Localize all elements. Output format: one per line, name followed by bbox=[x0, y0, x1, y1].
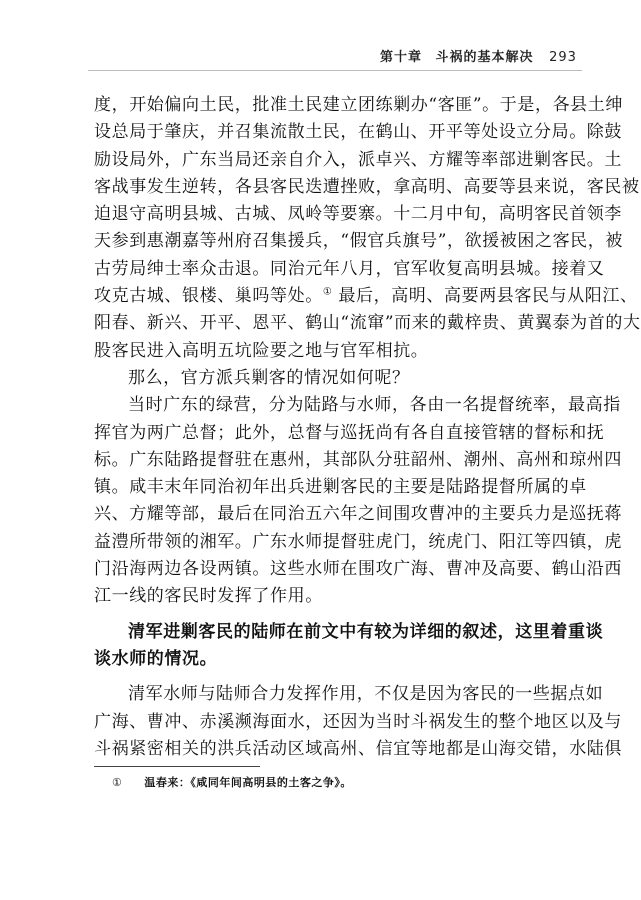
text-line: 镇。咸丰末年同治初年出兵进剿客民的主要是陆路提督所属的卓 bbox=[94, 477, 587, 498]
text-line-with-footnote bbox=[94, 283, 638, 310]
text-line: 那么，官方派兵剿客的情况如何呢？ bbox=[128, 367, 410, 388]
paragraph-gap bbox=[94, 673, 588, 681]
text-line: 迫退守高明县城、古城、凤岭等要寨。十二月中旬，高明客民首领李 bbox=[94, 204, 622, 225]
text-segment: 最后，高明、高要两县客民与从阳江、 bbox=[332, 286, 638, 307]
text-line: 清军进剿客民的陆师在前文中有较为详细的叙述，这里着重谈 bbox=[128, 621, 604, 642]
section-title: 斗祸的基本解决 bbox=[435, 50, 534, 65]
page-number: 293 bbox=[549, 50, 577, 65]
text-line: 客战事发生逆转，各县客民迭遭挫败，拿高明、高要等县来说，客民被 bbox=[94, 176, 640, 197]
footnote-rule bbox=[94, 766, 260, 767]
footnote-text: 温春来：《咸同年间高明县的土客之争》。 bbox=[144, 776, 352, 789]
text-line: 江一线的客民时发挥了作用。 bbox=[94, 586, 323, 607]
footnote-reference: ① bbox=[322, 286, 333, 298]
text-segment: 攻克古城、银楼、巢吗等处。 bbox=[94, 286, 323, 307]
text-line: 天参到惠潮嘉等州府召集援兵，“假官兵旗号”，欲援被困之客民，被 bbox=[94, 231, 623, 252]
text-line: 度，开始偏向土民，批准土民建立团练剿办“客匪”。于是，各县土绅 bbox=[94, 95, 623, 115]
paragraph-gap bbox=[94, 611, 588, 619]
text-line: 挥官为两广总督；此外，总督与巡抚尚有各自直接管辖的督标和抚 bbox=[94, 422, 605, 443]
footnote bbox=[112, 774, 512, 790]
text-line: 广海、曹冲、赤溪濒海面水，还因为当时斗祸发生的整个地区以及与 bbox=[94, 711, 622, 732]
text-line: 斗祸紧密相关的洪兵活动区域高州、信宜等地都是山海交错，水陆俱 bbox=[94, 738, 622, 759]
body-text bbox=[94, 92, 641, 763]
text-line: 谈水师的情况。 bbox=[94, 648, 218, 669]
text-line: 标。广东陆路提督驻在惠州，其部队分驻韶州、潮州、高州和琼州四 bbox=[94, 449, 622, 470]
text-line: 古劳局绅士率众击退。同治元年八月，官军收复高明县城。接着又 bbox=[94, 258, 605, 279]
running-head bbox=[380, 46, 580, 68]
text-line: 兴、方耀等部，最后在同治五六年之间围攻曹冲的主要兵力是巡抚蒋 bbox=[94, 504, 622, 525]
text-line: 阳春、新兴、开平、恩平、鹤山“流窜”而来的戴梓贵、黄翼泰为首的大 bbox=[94, 313, 641, 334]
header-rule bbox=[88, 70, 582, 71]
chapter-label: 第十章 bbox=[380, 50, 423, 65]
text-line: 励设局外，广东当局还亲自介入，派卓兴、方耀等率部进剿客民。土 bbox=[94, 149, 622, 170]
text-line: 清军水师与陆师合力发挥作用，不仅是因为客民的一些据点如 bbox=[128, 684, 604, 705]
text-line: 设总局于肇庆，并召集流散土民，在鹤山、开平等处设立分局。除鼓 bbox=[94, 122, 622, 143]
footnote-mark: ① bbox=[112, 776, 123, 789]
text-line: 门沿海两边各设两镇。这些水师在围攻广海、曹冲及高要、鹤山沿西 bbox=[94, 559, 622, 580]
text-line: 益澧所带领的湘军。广东水师提督驻虎门，统虎门、阳江等四镇，虎 bbox=[94, 531, 622, 552]
text-line: 股客民进入高明五坑险要之地与官军相抗。 bbox=[94, 340, 429, 361]
text-line: 当时广东的绿营，分为陆路与水师，各由一名提督统率，最高指 bbox=[128, 395, 621, 416]
